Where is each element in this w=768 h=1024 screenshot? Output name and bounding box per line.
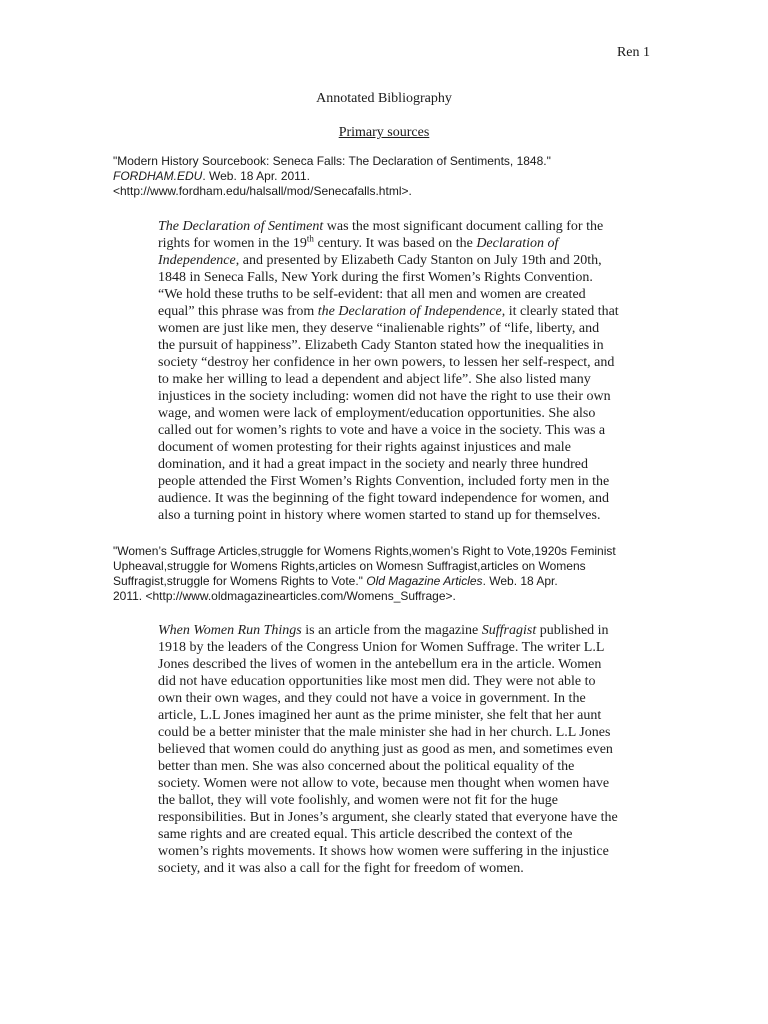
work-title: Independence	[158, 253, 236, 268]
citation-source: Old Magazine Articles	[366, 574, 483, 588]
annotation-text: , it clearly stated that	[501, 304, 619, 319]
citation-text: Suffragist,struggle for Womens Rights to Vote."	[113, 574, 367, 588]
work-title: The Declaration of Sentiment	[158, 219, 324, 234]
annotation-line: the ballot, they will vote foolishly, and women were not fit for the huge	[158, 793, 558, 808]
annotation-line	[158, 303, 658, 320]
annotation-line: the pursuit of happiness”. Elizabeth Cady Stanton stated how the inequalities in	[158, 338, 604, 353]
citation-url: <http://www.fordham.edu/halsall/mod/Senecafalls.html>.	[113, 184, 412, 198]
annotation-line: did not have education opportunities like most men did. They were not able to	[158, 674, 596, 689]
annotation-line: society, and it was also a call for the fight for freedom of women.	[158, 861, 524, 876]
annotation-line: society. Women were not allow to vote, because men thought when women have	[158, 776, 610, 791]
citation-line: "Modern History Sourcebook: Seneca Falls: The Declaration of Sentiments, 1848."	[113, 154, 551, 168]
annotation-line	[158, 622, 658, 639]
annotation-line: society “destroy her confidence in her own powers, to lessen her self-respect, and	[158, 355, 615, 370]
annotation-line: better than men. She was also concerned about the political equality of the	[158, 759, 575, 774]
annotation-line: responsibilities. But in Jones’s argument, she clearly stated that everyone have the	[158, 810, 618, 825]
annotation-line: 1848 in Seneca Falls, New York during the first Women’s Rights Convention.	[158, 270, 593, 285]
annotation-2	[158, 622, 658, 877]
page-header: Ren 1	[616, 45, 650, 60]
citation-line	[113, 574, 707, 589]
annotation-line: domination, and it had a great impact in the society and nearly three hundred	[158, 457, 588, 472]
citation-url: 2011. <http://www.oldmagazinearticles.com/Womens_Suffrage>.	[113, 589, 456, 603]
annotation-line: to make her willing to lead a dependent and abject life”. She also listed many	[158, 372, 591, 387]
citation-line: "Women’s Suffrage Articles,struggle for Womens Rights,women’s Right to Vote,1920s Feminist	[113, 544, 616, 558]
work-title: Declaration of	[476, 236, 559, 251]
document-title: Annotated Bibliography	[316, 91, 452, 106]
annotation-line: audience. It was the beginning of the fight toward independence for women, and	[158, 491, 609, 506]
annotation-line: own their own wages, and they could not have a voice in government. In the	[158, 691, 586, 706]
annotation-line: people attended the First Women’s Rights Convention, included forty men in the	[158, 474, 610, 489]
work-title: the Declaration of Independence	[317, 304, 502, 319]
citation-line: Upheaval,struggle for Womens Rights,articles on Womesn Suffragist,articles on Womens	[113, 559, 586, 573]
annotation-text: equal” this phrase was from	[158, 304, 318, 319]
citation-1	[113, 154, 707, 199]
annotation-line: article, L.L Jones imagined her aunt as the prime minister, she felt that her aunt	[158, 708, 602, 723]
annotation-line: women are just like men, they deserve “inalienable rights” of “life, liberty, and	[158, 321, 600, 336]
annotation-text: century. It was based on the	[313, 236, 477, 251]
annotation-line: injustices in the society including: women did not have the right to use their own	[158, 389, 611, 404]
annotation-line: also a turning point in history where women started to stand up for themselves.	[158, 508, 601, 523]
annotation-text: was the most significant document calling for the	[323, 219, 604, 234]
citation-source: FORDHAM.EDU	[113, 169, 203, 183]
superscript: th	[306, 233, 314, 244]
annotation-text: rights for women in the 19	[158, 236, 307, 251]
annotation-1	[158, 218, 658, 524]
section-heading: Primary sources	[338, 125, 430, 140]
citation-text: . Web. 18 Apr. 2011.	[202, 169, 310, 183]
annotation-text: published in	[536, 623, 609, 638]
annotation-line: women’s rights movements. It shows how women were suffering in the injustice	[158, 844, 609, 859]
annotation-line: 1918 by the leaders of the Congress Union for Women Suffrage. The writer L.L	[158, 640, 605, 655]
work-title: When Women Run Things	[158, 623, 302, 638]
annotation-line	[158, 252, 658, 269]
annotation-line: called out for women’s rights to vote and have a voice in the society. This was a	[158, 423, 606, 438]
annotation-line: same rights and are created equal. This article described the context of the	[158, 827, 573, 842]
annotation-line: “We hold these truths to be self-evident: that all men and women are created	[158, 287, 586, 302]
annotation-line: could be a better minister that the male minister she had in her church. L.L Jones	[158, 725, 611, 740]
annotation-line	[158, 218, 658, 235]
annotation-line: document of women protesting for their rights against injustices and male	[158, 440, 571, 455]
citation-text: . Web. 18 Apr.	[482, 574, 558, 588]
annotation-line	[158, 235, 658, 252]
work-title: Suffragist	[481, 623, 537, 638]
citation-line	[113, 169, 707, 184]
annotation-text: , and presented by Elizabeth Cady Stanton on July 19th and 20th,	[235, 253, 602, 268]
annotation-line: wage, and women were lack of employment/education opportunities. She also	[158, 406, 596, 421]
citation-2	[113, 544, 707, 604]
annotation-line: Jones described the lives of women in the antebellum era in the article. Women	[158, 657, 602, 672]
annotation-line: believed that women could do anything just as good as men, and sometimes even	[158, 742, 613, 757]
annotation-text: is an article from the magazine	[301, 623, 482, 638]
